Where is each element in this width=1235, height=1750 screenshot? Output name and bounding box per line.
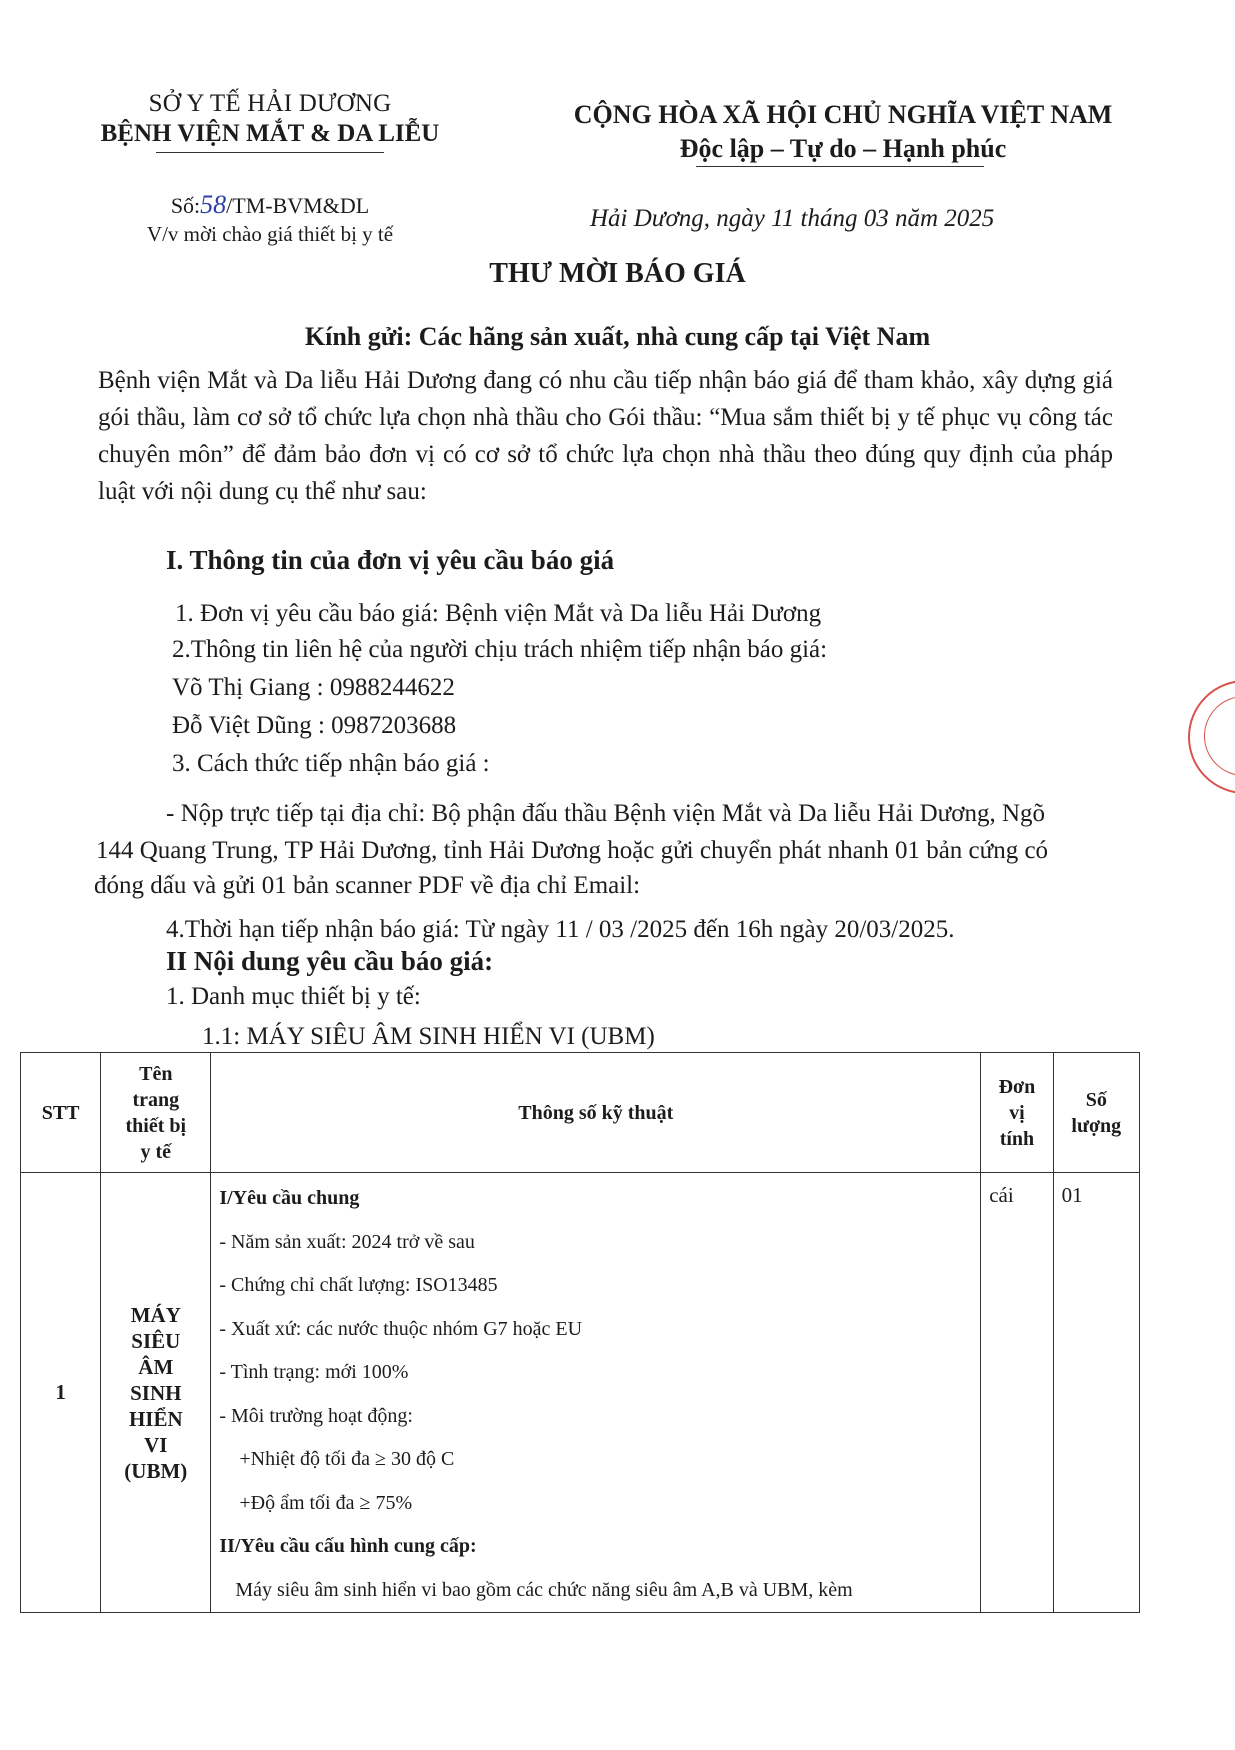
issuer-name: BỆNH VIỆN MẮT & DA LIỄU bbox=[100, 120, 440, 147]
spec-item: - Tình trạng: mới 100% bbox=[219, 1361, 409, 1383]
issuer-underline bbox=[156, 152, 384, 153]
section-1-item-1: 1. Đơn vị yêu cầu báo giá: Bệnh viện Mắt và Da liễu Hải Dương bbox=[175, 600, 822, 627]
row-specs bbox=[211, 1173, 981, 1613]
handwritten-number: 58 bbox=[200, 190, 227, 219]
table-header-row bbox=[21, 1053, 1140, 1173]
section-1-heading: I. Thông tin của đơn vị yêu cầu báo giá bbox=[166, 545, 615, 575]
header-quantity: Số lượng bbox=[1053, 1053, 1139, 1173]
header-specs: Thông số kỹ thuật bbox=[211, 1053, 981, 1173]
contact-1: Võ Thị Giang : 0988244622 bbox=[172, 674, 455, 701]
national-motto: Độc lập – Tự do – Hạnh phúc bbox=[679, 134, 1007, 163]
spec-config-heading: II/Yêu cầu cấu hình cung cấp: bbox=[219, 1535, 477, 1557]
spec-item: - Xuất xứ: các nước thuộc nhóm G7 hoặc EU bbox=[219, 1317, 583, 1340]
intro-paragraph: Bệnh viện Mắt và Da liễu Hải Dương đang có nhu cầu tiếp nhận báo giá để tham khảo, xây dựng giá gói thầu, làm cơ sở tổ chức lựa chọn nhà thầu cho Gói thầu: “Mua sắm thiết bị y tế phục vụ công tác chuyên môn” để đảm bảo đơn vị có cơ sở tổ chức lựa chọn nhà thầu theo đúng quy định của pháp luật với nội dung cụ thể như sau: bbox=[98, 367, 1113, 505]
row-quantity: 01 bbox=[1053, 1173, 1139, 1613]
method-line-3: đóng dấu và gửi 01 bản scanner PDF về địa chỉ Email: bbox=[94, 872, 641, 899]
spec-config-description: Máy siêu âm sinh hiển vi bao gồm các chức năng siêu âm A,B và UBM, kèm bbox=[235, 1578, 853, 1601]
row-device-name: MÁY SIÊU ÂM SINH HIỂN VI (UBM) bbox=[101, 1173, 211, 1613]
issuer-block bbox=[70, 90, 470, 153]
motto-underline bbox=[696, 166, 984, 167]
nation-name: CỘNG HÒA XÃ HỘI CHỦ NGHĨA VIỆT NAM bbox=[573, 100, 1113, 129]
header-device-name: Tên trang thiết bị y tế bbox=[101, 1053, 211, 1173]
document-number: Số:58/TM-BVM&DL bbox=[170, 190, 370, 219]
document-subject: V/v mời chào giá thiết bị y tế bbox=[146, 222, 394, 246]
method-line-2: 144 Quang Trung, TP Hải Dương, tỉnh Hải Dương hoặc gửi chuyển phát nhanh 01 bản cứng có bbox=[96, 837, 1049, 864]
greeting: Kính gửi: Các hãng sản xuất, nhà cung cấp tại Việt Nam bbox=[304, 322, 931, 351]
stamp-inner-ring bbox=[1204, 696, 1235, 776]
spec-item: - Chứng chỉ chất lượng: ISO13485 bbox=[219, 1274, 498, 1296]
national-heading bbox=[548, 100, 1138, 167]
table-caption: 1.1: MÁY SIÊU ÂM SINH HIỂN VI (UBM) bbox=[202, 1023, 655, 1050]
spec-item: - Môi trường hoạt động: bbox=[219, 1404, 413, 1427]
date-line: Hải Dương, ngày 11 tháng 03 năm 2025 bbox=[590, 205, 995, 232]
table-row bbox=[21, 1173, 1140, 1613]
official-stamp bbox=[1188, 680, 1235, 794]
spec-general-heading: I/Yêu cầu chung bbox=[219, 1187, 360, 1209]
equipment-spec-table bbox=[20, 1052, 1140, 1613]
header-unit: Đơn vị tính bbox=[981, 1053, 1053, 1173]
contact-2: Đỗ Việt Dũng : 0987203688 bbox=[172, 712, 457, 739]
spec-sub-item: +Độ ẩm tối đa ≥ 75% bbox=[239, 1491, 413, 1514]
section-1-item-2: 2.Thông tin liên hệ của người chịu trách nhiệm tiếp nhận báo giá: bbox=[172, 636, 828, 663]
document-number-block bbox=[95, 190, 445, 247]
spec-sub-item: +Nhiệt độ tối đa ≥ 30 độ C bbox=[239, 1448, 455, 1470]
section-2-heading: II Nội dung yêu cầu báo giá: bbox=[166, 946, 494, 976]
header-stt: STT bbox=[21, 1053, 101, 1173]
section-1-item-3: 3. Cách thức tiếp nhận báo giá : bbox=[172, 750, 490, 777]
row-stt: 1 bbox=[21, 1173, 101, 1613]
spec-item: - Năm sản xuất: 2024 trở về sau bbox=[219, 1230, 475, 1253]
document-title: THƯ MỜI BÁO GIÁ bbox=[489, 258, 746, 289]
issuer-parent: SỞ Y TẾ HẢI DƯƠNG bbox=[148, 90, 392, 117]
section-1-item-4: 4.Thời hạn tiếp nhận báo giá: Từ ngày 11 / 03 /2025 đến 16h ngày 20/03/2025. bbox=[166, 916, 955, 943]
row-unit: cái bbox=[981, 1173, 1053, 1613]
section-2-item-1: 1. Danh mục thiết bị y tế: bbox=[166, 983, 421, 1010]
method-line-1: - Nộp trực tiếp tại địa chỉ: Bộ phận đấu thầu Bệnh viện Mắt và Da liễu Hải Dương, Ngõ bbox=[166, 800, 1046, 827]
